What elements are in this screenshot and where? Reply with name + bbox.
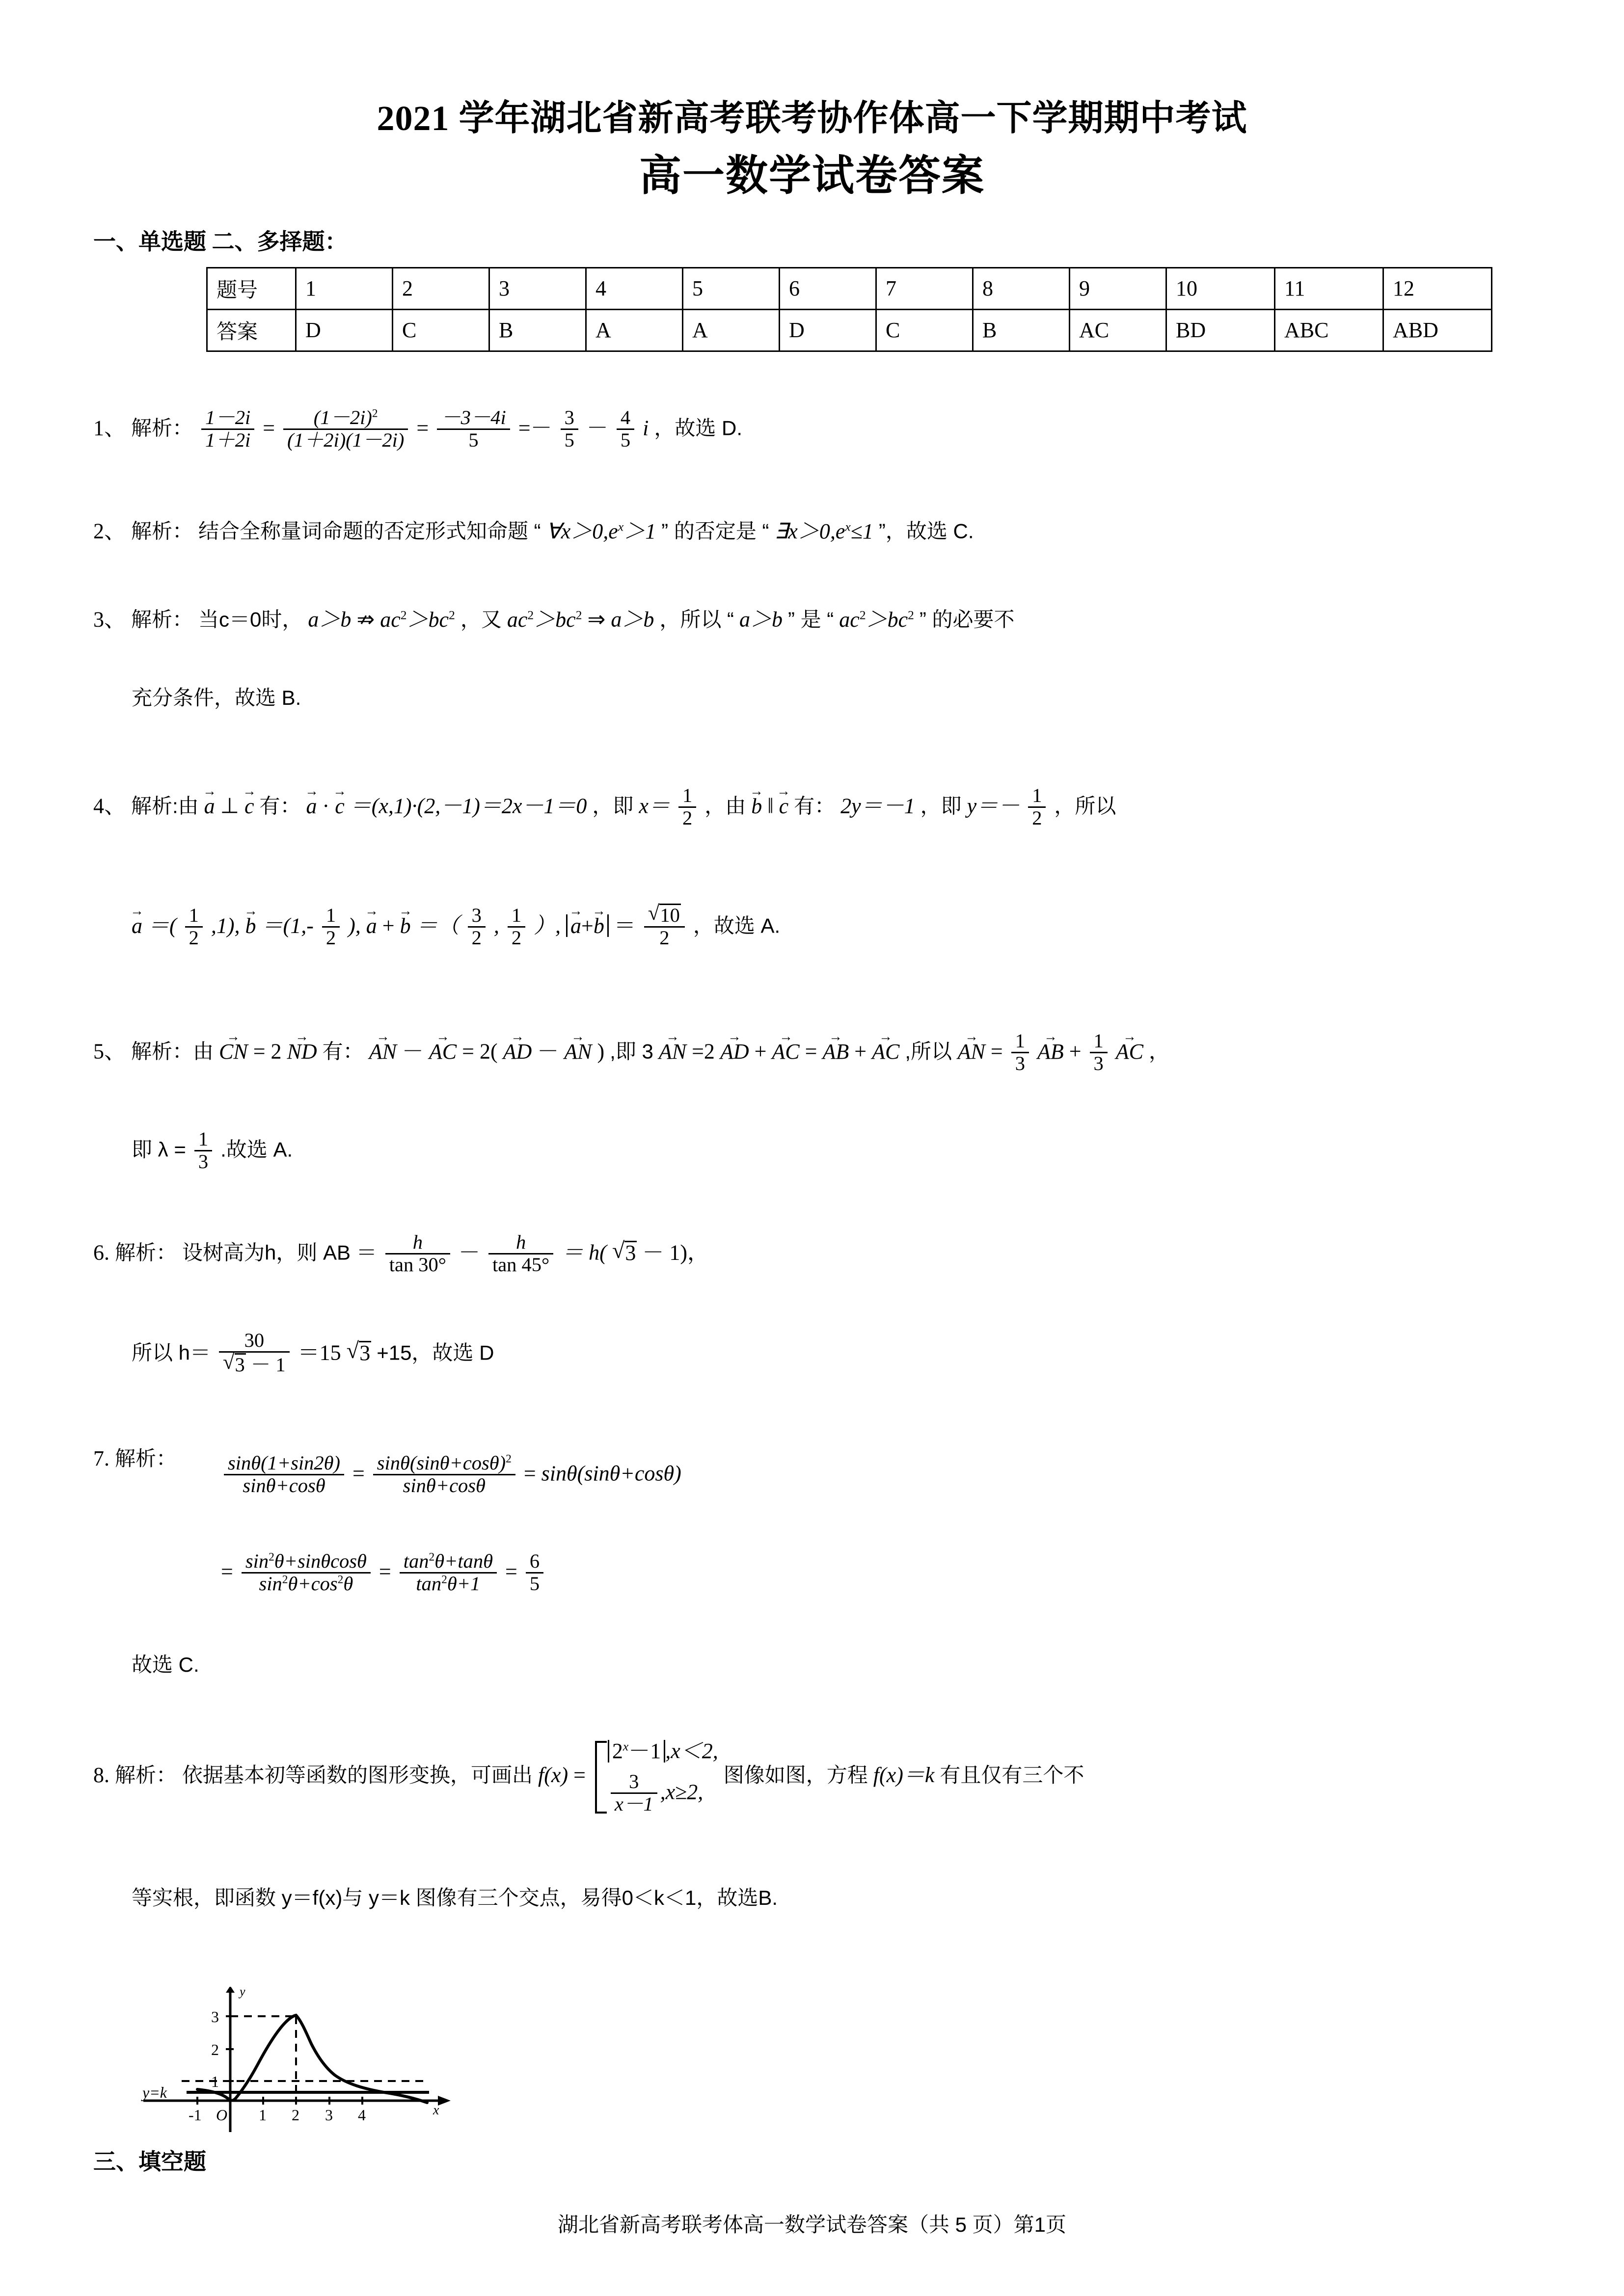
solution-3-line-1: [93, 609, 1015, 631]
s3-ac2-2: $ac^2>bc^2$: [507, 607, 582, 632]
s3-t2: ，又: [460, 608, 502, 631]
q-num-6: 6: [780, 267, 876, 309]
s5-t4: ，: [1149, 1040, 1170, 1063]
parallel-icon: ‖: [767, 794, 774, 818]
s7-l2-frac-2: $\frac{\tan^2\theta+\tan\theta}{\tan^2\theta+1}$: [400, 1551, 497, 1594]
solution-2-quant-b: $\exists x>0,e^x\le 1$: [774, 519, 873, 543]
s4-vec-c3: → c: [779, 795, 789, 817]
section-heading-fill: 三、填空题: [93, 2149, 206, 2174]
y-tick-label-3: 3: [211, 2008, 219, 2026]
s4-x-eq: x＝: [639, 794, 670, 818]
perp-icon: ⊥: [220, 794, 239, 818]
s5-vec-an-1: → AN: [369, 1040, 397, 1063]
s4-l2-t4: ),: [348, 913, 361, 938]
table-row-answers: [207, 309, 1492, 351]
s4-l2-t6: ）,: [534, 913, 561, 938]
s3-ac2-3: $ac^2>bc^2$: [839, 607, 914, 632]
s5-t2: ,即 3: [610, 1040, 653, 1063]
answer-8: B: [973, 309, 1070, 351]
s5-vec-ac-4: → AC: [1116, 1040, 1143, 1063]
solution-6-line-1: [93, 1232, 709, 1275]
s4-frac-half-2: $\frac{1}{2}$: [1028, 785, 1046, 828]
solution-8-line-1: [93, 1740, 1084, 1815]
solution-1-frac-4: $\frac{3}{5}$: [561, 407, 578, 451]
solution-1-frac-2: $\frac{(1-2i)^2}{(1+2i)(1-2i)}$: [283, 407, 408, 451]
s5-frac-1: $\frac{1}{3}$: [1011, 1031, 1029, 1074]
s8-equation: f(x)＝k: [873, 1763, 935, 1788]
s7-l2-eq2: =: [505, 1559, 517, 1584]
s4-l2-frac-2: $\frac{1}{2}$: [322, 905, 340, 948]
solution-3-label: 解析：: [131, 608, 193, 631]
s4-t2: ，即: [592, 794, 634, 818]
s5-vec-ab-2: → AB: [1037, 1040, 1064, 1063]
q-num-3: 3: [489, 267, 586, 309]
s3-ab-1: a＞b: [308, 607, 352, 632]
s5-vec-ab-1: → AB: [822, 1040, 849, 1063]
s7-l2-eq1: =: [379, 1559, 391, 1584]
solution-1-frac-1: $\frac{1-2i}{1+2i}$: [201, 407, 254, 451]
solution-7-line-1: [221, 1453, 681, 1496]
x-tick-label-2: 2: [292, 2106, 299, 2124]
eq-1a: =: [263, 416, 275, 440]
s3-ab-3: a＞b: [739, 607, 783, 632]
s4-l2-t2: ,1),: [211, 913, 240, 938]
s6-t2: ＝ h(: [562, 1240, 607, 1265]
q-num-12: 12: [1383, 267, 1492, 309]
s5-minus2: －: [537, 1039, 565, 1064]
s4-t5: ，即: [920, 794, 962, 818]
s6-minus: －: [458, 1240, 480, 1265]
solution-7-line-3: [132, 1654, 199, 1676]
answer-10: BD: [1166, 309, 1275, 351]
solution-1-frac-3: $\frac{-3-4i}{5}$: [437, 407, 510, 451]
line-label-y-equals-k: y=k: [142, 2083, 167, 2101]
s7-result-1: sinθ(sinθ+cosθ): [541, 1461, 681, 1486]
page-subtitle: 高一数学试卷答案: [639, 152, 985, 199]
answer-7: C: [876, 309, 973, 351]
s4-vec-b3: → b: [400, 914, 411, 937]
s6-sqrt-2: √ 3: [347, 1340, 372, 1364]
x-tick-label-3: 3: [325, 2106, 333, 2124]
s5-eq5: =: [990, 1039, 1003, 1064]
s4-t6: ，所以: [1054, 794, 1116, 818]
s4-l2-eq: ＝: [614, 913, 636, 938]
q-num-10: 10: [1166, 267, 1275, 309]
s5-close: ): [597, 1039, 605, 1064]
solution-7-label: 解析：: [115, 1447, 177, 1470]
solution-6-index: 6.: [93, 1240, 109, 1265]
solution-7-index: 7.: [93, 1446, 109, 1470]
s6-l2-eq: ＝15: [298, 1340, 341, 1365]
s5-t1: 有：: [322, 1040, 364, 1063]
s5-frac-2: $\frac{1}{3}$: [1090, 1031, 1108, 1074]
row-label-question: 题号: [207, 267, 296, 309]
s4-vec-b2: → b: [245, 914, 256, 937]
solution-8-index: 8.: [93, 1763, 109, 1788]
s8-t3: 有且仅有三个不: [940, 1763, 1084, 1787]
x-tick-label-neg1: -1: [189, 2106, 202, 2124]
solution-1-index: 1、: [93, 416, 126, 440]
x-axis-arrow-icon: [438, 2096, 451, 2106]
solution-4-line-2: [132, 903, 780, 948]
s3-implies: ⇒: [587, 607, 606, 632]
y-axis-label: y: [240, 1987, 245, 1999]
q-num-11: 11: [1275, 267, 1383, 309]
solution-2-index: 2、: [93, 519, 126, 543]
s4-vec-c2: → c: [335, 795, 345, 817]
s3-ac2-1: $ac^2>bc^2$: [380, 607, 455, 632]
answer-12: ABD: [1383, 309, 1492, 351]
s4-vec-a3: → a: [132, 914, 142, 937]
eq-1b: =: [416, 416, 429, 440]
s5-l2-frac: $\frac{1}{3}$: [194, 1129, 212, 1172]
page-title: 2021 学年湖北省新高考联考协作体高一下学期期中考试: [377, 99, 1247, 138]
s3-t1: 当c＝0时，: [198, 608, 303, 631]
solution-1-label: 解析：: [131, 416, 193, 440]
s5-l2-t1: 即 λ =: [132, 1138, 186, 1161]
solution-7-line-2: [221, 1551, 546, 1594]
s3-not-implies: ⇏: [356, 607, 375, 632]
s6-t1: 设树高为h，则 AB ＝: [182, 1241, 377, 1264]
solution-7-index-row: [93, 1448, 177, 1469]
imaginary-unit: i: [643, 416, 649, 440]
s5-minus1: －: [402, 1039, 429, 1064]
s3-t4: ” 是 “: [787, 608, 834, 631]
solution-2-text-a: 结合全称量词命题的否定形式知命题 “: [198, 519, 541, 543]
s4-vec-a4: → a: [366, 914, 377, 937]
s4-t4: 有：: [794, 794, 836, 818]
s4-magnitude: → a+→ b: [566, 914, 609, 937]
answer-9: AC: [1070, 309, 1166, 351]
q-num-5: 5: [683, 267, 780, 309]
solution-1: [93, 407, 742, 451]
answer-2: C: [393, 309, 489, 351]
s8-t2: 图像如图，方程: [723, 1763, 868, 1787]
s5-plus2: +: [854, 1039, 867, 1064]
s7-eq2: =: [523, 1461, 536, 1486]
solution-6-line-2: [132, 1330, 494, 1375]
s8-t1: 依据基本初等函数的图形变换，可画出: [182, 1763, 533, 1787]
s4-t1: 有：: [259, 794, 301, 818]
s5-vec-ad-2: → AD: [720, 1040, 749, 1063]
s3-t3: ，所以 “: [659, 608, 734, 631]
s5-vec-an-2: → AN: [564, 1040, 592, 1063]
q-num-7: 7: [876, 267, 973, 309]
s6-t3: － 1)，: [642, 1240, 709, 1265]
solution-3-line-2: [132, 687, 301, 709]
s7-l2-frac-3: $\frac{6}{5}$: [526, 1551, 543, 1594]
s5-vec-cn: → CN: [219, 1040, 248, 1063]
y-tick-label-2: 2: [211, 2041, 219, 2058]
answer-table-wrap: [0, 256, 1624, 352]
answer-6: D: [780, 309, 876, 351]
q-num-8: 8: [973, 267, 1070, 309]
x-tick-label-1: 1: [259, 2106, 267, 2124]
s8-conclusion: 等实根，即函数 y＝f(x)与 y＝k 图像有三个交点，易得0＜k＜1，故选B.: [132, 1886, 778, 1909]
solution-3-index: 3、: [93, 607, 126, 632]
solution-2-text-c: ”，故选 C.: [878, 519, 974, 543]
s5-vec-ac-2: → AC: [772, 1040, 799, 1063]
answer-1: D: [296, 309, 393, 351]
minus-1: －: [586, 416, 608, 440]
s7-l2-eq0: =: [221, 1559, 233, 1584]
solution-5-label: 解析：由: [131, 1040, 214, 1063]
q-num-4: 4: [586, 267, 683, 309]
s5-l2-t2: .故选 A.: [220, 1138, 293, 1161]
origin-label: O: [216, 2106, 228, 2124]
s4-vec-c1: → c: [244, 795, 254, 817]
s4-l2-tail: ，故选 A.: [693, 914, 781, 937]
s7-eq1: =: [352, 1461, 365, 1486]
y-tick-label-1: 1: [211, 2073, 219, 2090]
solution-1-frac-5: $\frac{4}{5}$: [617, 407, 634, 451]
q-num-2: 2: [393, 267, 489, 309]
s7-frac-1: $\frac{\sin\theta(1+\sin 2\theta)}{\sin\theta+\cos\theta}$: [224, 1453, 344, 1496]
solution-8-line-2: [132, 1887, 778, 1909]
s4-vec-a2: → a: [306, 795, 317, 817]
plus-1: +: [382, 913, 395, 938]
piecewise-function: [591, 1740, 718, 1815]
function-graph-figure: [129, 1987, 462, 2134]
s4-l2-frac-4: $\frac{1}{2}$: [508, 905, 525, 948]
s8-fx: f(x): [538, 1763, 568, 1788]
s4-2y-eq: 2y＝－1: [840, 794, 915, 818]
s3-line2-text: 充分条件，故选 B.: [132, 686, 301, 709]
s6-sqrt-1: √ 3: [612, 1240, 637, 1264]
s6-frac-1: $\frac{h}{\tan 30^\circ}$: [385, 1232, 450, 1275]
x-axis-label: x: [433, 2103, 439, 2118]
s5-plus3: +: [1069, 1039, 1082, 1064]
q-num-1: 1: [296, 267, 393, 309]
solution-5-line-2: [132, 1129, 293, 1172]
solution-5-index: 5、: [93, 1039, 126, 1064]
s4-l2-t1: ＝(: [148, 913, 177, 938]
s4-l2-frac-3: $\frac{3}{2}$: [468, 905, 486, 948]
s4-eq-expr: ＝(x,1)·(2,－1)＝2x－1＝0: [350, 794, 587, 818]
solution-2-quant-a: $\forall x>0,e^x>1$: [546, 519, 656, 543]
solution-8-label: 解析：: [115, 1763, 177, 1787]
s5-vec-an-4: → AN: [958, 1040, 985, 1063]
solution-6-label: 解析：: [115, 1241, 177, 1264]
s5-vec-ac-1: → AC: [429, 1040, 457, 1063]
solution-4-line-1: [93, 785, 1116, 828]
solution-1-tail: ，故选 D.: [654, 416, 742, 440]
s8-eq: =: [573, 1763, 586, 1788]
page-footer: 湖北省新高考联考体高一数学试卷答案（共 5 页）第1页: [557, 2213, 1067, 2236]
s5-eq4: =: [805, 1039, 817, 1064]
solution-5-line-1: [93, 1031, 1169, 1074]
s5-t3: ,所以: [905, 1040, 958, 1063]
s4-l2-frac-sqrt: √ $\frac{10}{2}$: [644, 903, 685, 948]
s6-l2-frac: 30 √ 3 － 1: [219, 1330, 290, 1375]
s4-frac-half-1: $\frac{1}{2}$: [678, 785, 696, 828]
x-tick-label-4: 4: [358, 2106, 366, 2124]
q-num-9: 9: [1070, 267, 1166, 309]
s5-eq3: =2: [692, 1039, 715, 1064]
s7-frac-2: $\frac{\sin\theta(\sin\theta+\cos\theta)^2}{\sin\theta+\cos\theta}$: [373, 1453, 515, 1496]
s5-vec-ad-1: → AD: [503, 1040, 532, 1063]
s6-frac-2: $\frac{h}{\tan 45^\circ}$: [488, 1232, 553, 1275]
piecewise-row-2: $\frac{3}{x-1}$ ,x≥2,: [608, 1771, 718, 1815]
s5-vec-nd: → ND: [287, 1040, 317, 1063]
s6-l2-t1: 所以 h＝: [132, 1341, 211, 1364]
s4-vec-a1: → a: [204, 795, 215, 817]
s5-eq2: = 2(: [462, 1039, 498, 1064]
s4-l2-frac-1: $\frac{1}{2}$: [185, 905, 203, 948]
function-curve: [197, 2015, 427, 2103]
s3-ab-2: a＞b: [611, 607, 654, 632]
answer-11: ABC: [1275, 309, 1383, 351]
s5-vec-ac-3: → AC: [872, 1040, 899, 1063]
answer-5: A: [683, 309, 780, 351]
s4-l2-t5: ＝（: [416, 913, 460, 938]
dot-operator: ·: [322, 794, 330, 818]
solution-4-label: 解析:由: [131, 794, 199, 818]
eq-1c: =－: [518, 416, 552, 440]
s5-vec-an-3: → AN: [659, 1040, 686, 1063]
s5-plus1: +: [754, 1039, 767, 1064]
graph-svg: [129, 1987, 462, 2134]
y-axis-arrow-icon: [226, 1987, 235, 1993]
s7-conclusion: 故选 C.: [132, 1653, 199, 1676]
s6-l2-tail: +15，故选 D: [377, 1341, 494, 1364]
s4-l2-t3: ＝(1,-: [261, 913, 314, 938]
s3-t5: ” 的必要不: [919, 608, 1015, 631]
solution-4-index: 4、: [93, 794, 126, 818]
solution-2-text-b: ” 的否定是 “: [661, 519, 769, 543]
s4-l2-comma: ,: [493, 913, 499, 938]
answer-4: A: [586, 309, 683, 351]
s7-l2-frac-1: $\frac{\sin^2\theta+\sin\theta\cos\theta}{\sin^2\theta+\cos^2\theta}$: [242, 1551, 371, 1594]
s4-y-eq: y＝－: [967, 794, 1020, 818]
answer-table: [206, 267, 1492, 352]
answer-3: B: [489, 309, 586, 351]
table-row-numbers: [207, 267, 1492, 309]
row-label-answer: 答案: [207, 309, 296, 351]
piecewise-row-1: $2^x-1$ ,x＜2,: [608, 1740, 718, 1771]
s5-eq1: = 2: [253, 1039, 282, 1064]
s4-t3: ，由: [704, 794, 746, 818]
s4-vec-b1: → b: [751, 795, 762, 817]
solution-2: [93, 520, 974, 542]
section-heading-choice: 一、单选题 二、多择题：: [93, 229, 348, 254]
solution-2-label: 解析：: [131, 519, 193, 543]
